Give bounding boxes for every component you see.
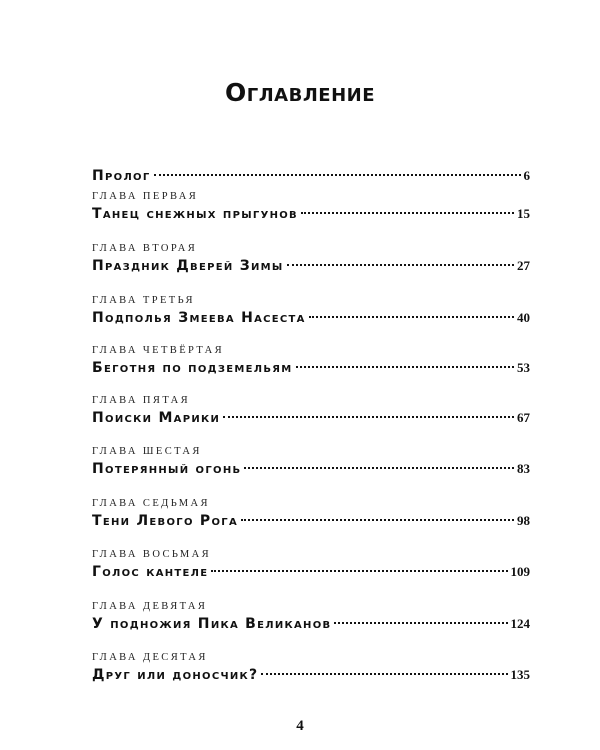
entry-title: Беготня по подземельям: [92, 360, 293, 376]
entry-page: 109: [510, 564, 530, 579]
dot-leader: [296, 366, 514, 368]
toc-entry-chapter-2[interactable]: [92, 242, 530, 276]
toc-entry-chapter-3[interactable]: [92, 294, 530, 328]
chapter-label: ГЛАВА ДЕСЯТАЯ: [92, 652, 208, 663]
entry-page: 6: [523, 168, 530, 183]
dot-leader: [241, 519, 514, 521]
entry-page: 135: [510, 667, 530, 682]
entry-title: Друг или доносчик?: [92, 667, 259, 683]
dot-leader: [223, 416, 514, 418]
table-of-contents: [92, 166, 530, 683]
entry-page: 98: [517, 513, 530, 528]
page-title: Оглавление: [225, 78, 375, 107]
entry-page: 124: [510, 616, 530, 631]
toc-entry-chapter-9[interactable]: [92, 600, 530, 634]
toc-entry-chapter-10[interactable]: [92, 651, 530, 685]
dot-leader: [287, 264, 514, 266]
entry-title: Тени Левого Рога: [92, 513, 238, 529]
page-number: 4: [296, 718, 304, 734]
chapter-label: ГЛАВА ТРЕТЬЯ: [92, 295, 195, 306]
entry-title: Праздник Дверей Зимы: [92, 258, 284, 274]
chapter-label: ГЛАВА ПЯТАЯ: [92, 395, 190, 406]
toc-entry-prologue[interactable]: [92, 166, 530, 186]
dot-leader: [244, 467, 514, 469]
chapter-label: ГЛАВА ВТОРАЯ: [92, 243, 198, 254]
entry-page: 83: [517, 461, 530, 476]
entry-title: Поиски Марики: [92, 410, 221, 426]
chapter-label: ГЛАВА СЕДЬМАЯ: [92, 498, 210, 509]
dot-leader: [261, 673, 507, 675]
entry-title: Голос кантеле: [92, 564, 209, 580]
chapter-label: ГЛАВА ПЕРВАЯ: [92, 191, 199, 202]
toc-entry-chapter-4[interactable]: [92, 344, 530, 378]
dot-leader: [301, 212, 514, 214]
entry-page: 40: [517, 310, 530, 325]
entry-title: Подполья Змеева Насеста: [92, 310, 306, 326]
toc-entry-chapter-6[interactable]: [92, 445, 530, 479]
chapter-label: ГЛАВА ШЕСТАЯ: [92, 446, 202, 457]
entry-title: Потерянный огонь: [92, 461, 242, 477]
chapter-label: ГЛАВА ВОСЬМАЯ: [92, 549, 211, 560]
entry-page: 67: [517, 410, 530, 425]
dot-leader: [154, 174, 521, 176]
entry-title: Танец снежных прыгунов: [92, 206, 298, 222]
entry-title: У подножия Пика Великанов: [92, 616, 332, 632]
dot-leader: [211, 570, 507, 572]
toc-entry-chapter-1[interactable]: [92, 190, 530, 224]
toc-entry-chapter-8[interactable]: [92, 548, 530, 582]
entry-page: 15: [517, 206, 530, 221]
toc-entry-chapter-5[interactable]: [92, 394, 530, 428]
chapter-label: ГЛАВА ДЕВЯТАЯ: [92, 601, 208, 612]
entry-page: 53: [517, 360, 530, 375]
dot-leader: [309, 316, 514, 318]
dot-leader: [334, 622, 507, 624]
entry-page: 27: [517, 258, 530, 273]
toc-entry-chapter-7[interactable]: [92, 497, 530, 531]
entry-title: Пролог: [92, 168, 151, 184]
chapter-label: ГЛАВА ЧЕТВЁРТАЯ: [92, 345, 225, 356]
